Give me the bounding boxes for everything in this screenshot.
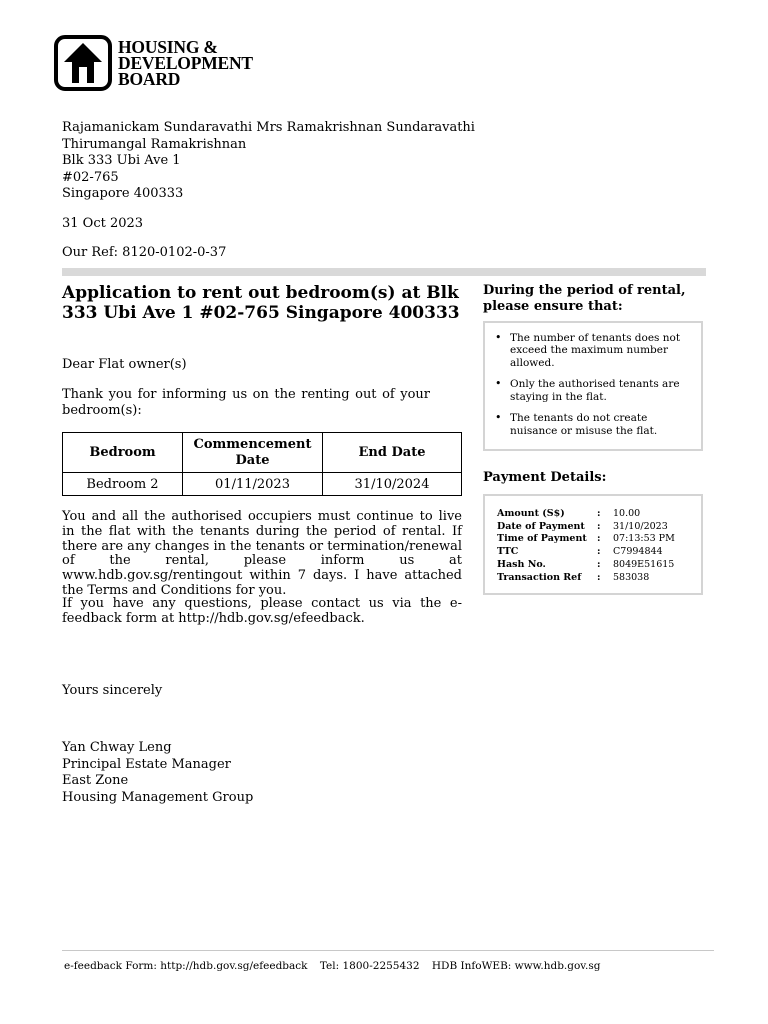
column-header-bedroom: Bedroom xyxy=(63,433,183,473)
our-reference: Our Ref: 8120-0102-0-37 xyxy=(62,245,227,260)
column-header-end-date: End Date xyxy=(323,433,462,473)
payment-row xyxy=(497,533,701,546)
rental-conditions-box xyxy=(483,321,703,451)
payment-colon: : xyxy=(597,520,601,532)
payment-row xyxy=(497,508,701,521)
payment-colon: : xyxy=(597,508,601,519)
payment-row xyxy=(497,572,701,585)
address-line: Singapore 400333 xyxy=(62,186,184,201)
list-item: • The tenants do not create nuisance or misuse the flat. xyxy=(493,412,693,437)
header-divider xyxy=(62,268,706,276)
letter-date: 31 Oct 2023 xyxy=(62,216,144,231)
payment-label: Hash No. xyxy=(497,558,546,570)
payment-row xyxy=(497,546,701,559)
hdb-logo xyxy=(54,35,289,91)
intro-paragraph: Thank you for informing us on the renting out of your bedroom(s): xyxy=(62,387,430,418)
logo-line-1: HOUSING & xyxy=(118,37,218,57)
house-arrow-icon xyxy=(54,35,112,91)
table-cell: 31/10/2024 xyxy=(323,473,462,496)
payment-row xyxy=(497,521,701,534)
table-cell: Bedroom 2 xyxy=(63,473,183,496)
payment-label: Amount (S$) xyxy=(497,508,565,519)
signatory-group: Housing Management Group xyxy=(62,789,254,805)
occupancy-paragraph: You and all the authorised occupiers must continue to live in the flat with the tenants during the period of rental. If there are any changes in the tenants or termination/renewal of the rental, please inform us at www.hdb.gov.sg/rentingout within 7 days. I have attached the Terms and Conditions for you. xyxy=(62,509,462,598)
payment-details-box xyxy=(483,494,703,595)
payment-label: TTC xyxy=(497,546,519,558)
salutation: Dear Flat owner(s) xyxy=(62,357,187,372)
footer xyxy=(64,960,609,972)
table-header-row xyxy=(63,433,462,473)
footer-divider xyxy=(62,950,714,951)
address-line: #02-765 xyxy=(62,169,119,185)
recipient-address xyxy=(62,120,475,203)
letter-title: Application to rent out bedroom(s) at Blk 333 Ubi Ave 1 #02-765 Singapore 400333 xyxy=(62,283,460,323)
payment-value: 583038 xyxy=(613,571,650,583)
signatory-zone: East Zone xyxy=(62,773,129,788)
payment-details-heading: Payment Details: xyxy=(483,470,607,485)
footer-efeedback: e-feedback Form: http://hdb.gov.sg/efeedback xyxy=(64,960,308,972)
payment-value: 07:13:53 PM xyxy=(613,533,675,545)
column-header-commencement-date: Commencement Date xyxy=(183,433,323,473)
payment-value: 10.00 xyxy=(613,508,641,519)
rental-table xyxy=(62,432,462,496)
payment-colon: : xyxy=(597,558,601,570)
signature-block xyxy=(62,740,253,806)
payment-colon: : xyxy=(597,533,601,545)
payment-colon: : xyxy=(597,571,601,583)
payment-label: Time of Payment xyxy=(497,533,587,545)
table-cell: 01/11/2023 xyxy=(183,473,323,496)
contact-paragraph: If you have any questions, please contact us via the e-feedback form at http://hdb.gov.sg/efeedback. xyxy=(62,596,462,626)
table-row xyxy=(63,473,462,496)
closing: Yours sincerely xyxy=(62,683,163,698)
rental-conditions-list xyxy=(493,332,693,437)
payment-row xyxy=(497,559,701,572)
rental-conditions-heading: During the period of rental, please ensure that: xyxy=(483,283,686,314)
payment-value: C7994844 xyxy=(613,546,663,558)
logo-line-3: BOARD xyxy=(118,69,181,89)
list-item: • The number of tenants does not exceed the maximum number allowed. xyxy=(493,332,693,369)
footer-infoweb: HDB InfoWEB: www.hdb.gov.sg xyxy=(431,960,601,972)
payment-label: Date of Payment xyxy=(497,520,585,532)
payment-value: 8049E51615 xyxy=(613,558,675,570)
payment-colon: : xyxy=(597,546,601,558)
signatory-name: Yan Chway Leng xyxy=(62,740,172,755)
address-line: Thirumangal Ramakrishnan xyxy=(62,136,247,152)
payment-label: Transaction Ref xyxy=(497,571,582,583)
address-line: Rajamanickam Sundaravathi Mrs Ramakrishnan Sundaravathi xyxy=(62,120,475,135)
list-item: • Only the authorised tenants are staying in the flat. xyxy=(493,378,693,403)
logo-line-2: DEVELOPMENT xyxy=(118,53,253,73)
payment-value: 31/10/2023 xyxy=(613,520,668,532)
logo-wordmark xyxy=(118,39,253,87)
footer-tel: Tel: 1800-2255432 xyxy=(319,960,420,972)
signatory-position: Principal Estate Manager xyxy=(62,756,231,772)
address-line: Blk 333 Ubi Ave 1 xyxy=(62,153,181,168)
